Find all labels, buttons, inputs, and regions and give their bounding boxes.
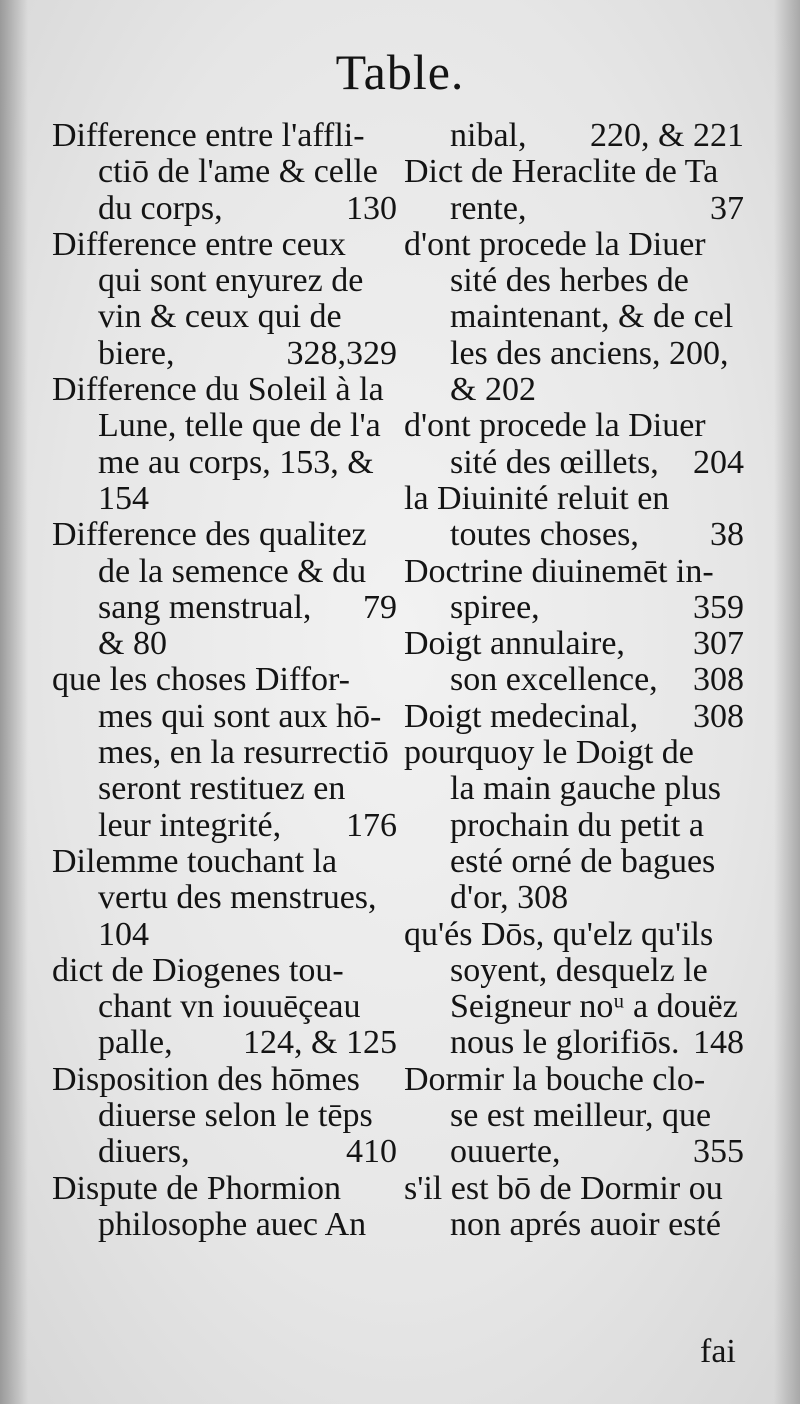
index-entry-line	[52, 1171, 397, 1207]
page-reference: 355	[693, 1133, 744, 1171]
entry-text: les des anciens, 200,	[450, 334, 729, 372]
page-reference: 130	[346, 189, 397, 227]
index-entry-line	[404, 880, 744, 916]
entry-text: diuerse selon le tēps	[98, 1097, 373, 1135]
entry-text: nous le glorifiōs.	[450, 1024, 680, 1062]
entry-text: Difference entre l'affli-	[52, 117, 365, 154]
entry-text: prochain du petit a	[450, 806, 704, 844]
entry-text: maintenant, & de cel	[450, 298, 734, 336]
page-reference: 124, & 125	[243, 1024, 397, 1062]
index-entry-line	[404, 771, 744, 807]
entry-text: me au corps, 153, &	[98, 443, 374, 481]
index-entry-line	[52, 118, 397, 154]
entry-text: sang menstrual,	[98, 588, 312, 626]
page-reference: 176	[346, 806, 397, 844]
index-entry-line	[52, 1207, 397, 1243]
entry-text: soyent, desquelz le	[450, 951, 708, 989]
index-entry-line	[404, 336, 744, 372]
index-entry-line	[404, 1207, 744, 1243]
index-entry-line	[404, 953, 744, 989]
entry-text: & 80	[98, 625, 167, 663]
index-entry-line	[404, 372, 744, 408]
entry-text: biere,	[98, 334, 175, 372]
index-entry-line	[404, 699, 744, 735]
index-entry-line	[404, 1062, 744, 1098]
index-entry-line	[52, 844, 397, 880]
entry-text: Doigt annulaire,	[404, 625, 625, 663]
index-entry-line	[404, 662, 744, 698]
catchword: fai	[700, 1333, 736, 1370]
index-entry-line	[404, 1025, 744, 1061]
index-entry-line	[52, 445, 397, 481]
entry-text: toutes choses,	[450, 516, 639, 554]
index-entry-line	[404, 735, 744, 771]
index-entry-line	[404, 299, 744, 335]
index-entry-line	[404, 227, 744, 263]
entry-text: que les choses Diffor-	[52, 661, 350, 699]
page-reference: 38	[710, 516, 744, 554]
index-entry-line	[52, 154, 397, 190]
index-entry-line	[52, 953, 397, 989]
entry-text: diuers,	[98, 1133, 190, 1171]
index-entry-line	[404, 1098, 744, 1134]
entry-text: son excellence,	[450, 661, 658, 699]
entry-text: Dilemme touchant la	[52, 842, 338, 880]
entry-text: sité des œillets,	[450, 443, 659, 481]
index-entry-line	[52, 735, 397, 771]
entry-text: Seigneur noᵘ a douëz	[450, 988, 738, 1026]
entry-text: vin & ceux qui de	[98, 298, 342, 336]
index-entry-line	[52, 808, 397, 844]
entry-text: pourquoy le Doigt de	[404, 734, 694, 772]
index-entry-line	[404, 1134, 744, 1170]
page-reference: 308	[693, 697, 744, 735]
entry-text: non aprés auoir esté	[450, 1205, 721, 1243]
index-entry-line	[52, 880, 397, 916]
entry-text: nibal,	[450, 117, 527, 154]
entry-text: & 202	[450, 371, 536, 409]
entry-text: de la semence & du	[98, 552, 367, 590]
page-reference: 359	[693, 588, 744, 626]
entry-text: Difference des qualitez	[52, 516, 367, 554]
entry-text: qu'és Dōs, qu'elz qu'ils	[404, 915, 714, 953]
index-entry-line	[52, 191, 397, 227]
entry-text: Lune, telle que de l'a	[98, 407, 381, 445]
index-entry-line	[52, 1062, 397, 1098]
index-entry-line	[404, 808, 744, 844]
index-entry-line	[404, 154, 744, 190]
page-reference: 79	[363, 588, 397, 626]
index-entry-line	[52, 1098, 397, 1134]
index-entry-line	[52, 299, 397, 335]
index-entry-line	[404, 917, 744, 953]
entry-text: Disposition des hōmes	[52, 1060, 360, 1098]
entry-text: vertu des menstrues,	[98, 879, 377, 917]
page-reference: 37	[710, 189, 744, 227]
page-reference: 220, & 221	[590, 117, 744, 154]
page-reference: 410	[346, 1133, 397, 1171]
index-entry-line	[404, 989, 744, 1025]
page-reference: 328,329	[286, 334, 397, 372]
entry-text: rente,	[450, 189, 527, 227]
entry-text: Difference du Soleil à la	[52, 371, 384, 409]
index-entry-line	[404, 481, 744, 517]
entry-text: esté orné de bagues	[450, 842, 716, 880]
entry-text: philosophe auec An	[98, 1205, 367, 1243]
entry-text: 104	[98, 915, 149, 953]
index-entry-line	[404, 445, 744, 481]
entry-text: ctiō de l'ame & celle	[98, 153, 378, 191]
index-entry-line	[52, 227, 397, 263]
page-reference: 204	[693, 443, 744, 481]
entry-text: la main gauche plus	[450, 770, 721, 808]
entry-text: d'or, 308	[450, 879, 569, 917]
index-entry-line	[404, 590, 744, 626]
entry-text: seront restituez en	[98, 770, 346, 808]
entry-text: d'ont procede la Diuer	[404, 225, 706, 263]
index-entry-line	[52, 517, 397, 553]
entry-text: sité des herbes de	[450, 262, 689, 300]
index-entry-line	[52, 408, 397, 444]
entry-text: 154	[98, 479, 149, 517]
index-entry-line	[52, 336, 397, 372]
entry-text: dict de Diogenes tou-	[52, 951, 344, 989]
page-reference: 148	[693, 1024, 744, 1062]
index-entry-line	[52, 626, 397, 662]
index-entry-line	[404, 263, 744, 299]
entry-text: s'il est bō de Dormir ou	[404, 1169, 723, 1207]
entry-text: Dict de Heraclite de Ta	[404, 153, 719, 191]
index-entry-line	[404, 626, 744, 662]
entry-text: qui sont enyurez de	[98, 262, 364, 300]
entry-text: mes, en la resurrectiō	[98, 734, 389, 772]
index-entry-line	[52, 699, 397, 735]
index-entry-line	[52, 989, 397, 1025]
index-entry-line	[404, 844, 744, 880]
index-entry-line	[52, 481, 397, 517]
entry-text: Doigt medecinal,	[404, 697, 639, 735]
entry-text: palle,	[98, 1024, 173, 1062]
index-entry-line	[52, 263, 397, 299]
index-entry-line	[52, 917, 397, 953]
index-entry-line	[404, 408, 744, 444]
index-entry-line	[404, 118, 744, 154]
index-entry-line	[52, 771, 397, 807]
entry-text: ouuerte,	[450, 1133, 561, 1171]
index-entry-line	[404, 517, 744, 553]
index-entry-line	[52, 372, 397, 408]
entry-text: Dispute de Phormion	[52, 1169, 341, 1207]
index-entry-line	[52, 1134, 397, 1170]
index-column-left	[52, 118, 397, 1243]
entry-text: se est meilleur, que	[450, 1097, 712, 1135]
page-reference: 307	[693, 625, 744, 663]
entry-text: chant vn iouuēçeau	[98, 988, 361, 1026]
index-entry-line	[52, 590, 397, 626]
entry-text: Difference entre ceux	[52, 225, 346, 263]
index-entry-line	[404, 191, 744, 227]
entry-text: Doctrine diuinemēt in-	[404, 552, 714, 590]
index-entry-line	[404, 1171, 744, 1207]
page-reference: 308	[693, 661, 744, 699]
index-entry-line	[52, 662, 397, 698]
index-entry-line	[52, 1025, 397, 1061]
page-title: Table.	[335, 44, 465, 100]
index-entry-line	[404, 554, 744, 590]
entry-text: du corps,	[98, 189, 223, 227]
entry-text: spiree,	[450, 588, 540, 626]
entry-text: leur integrité,	[98, 806, 282, 844]
entry-text: mes qui sont aux hō-	[98, 697, 382, 735]
page-edge-shadow-left	[0, 0, 28, 1404]
entry-text: Dormir la bouche clo-	[404, 1060, 706, 1098]
page-edge-shadow-right	[774, 0, 800, 1404]
entry-text: d'ont procede la Diuer	[404, 407, 706, 445]
entry-text: la Diuinité reluit en	[404, 479, 670, 517]
index-column-right	[404, 118, 744, 1243]
index-entry-line	[52, 554, 397, 590]
